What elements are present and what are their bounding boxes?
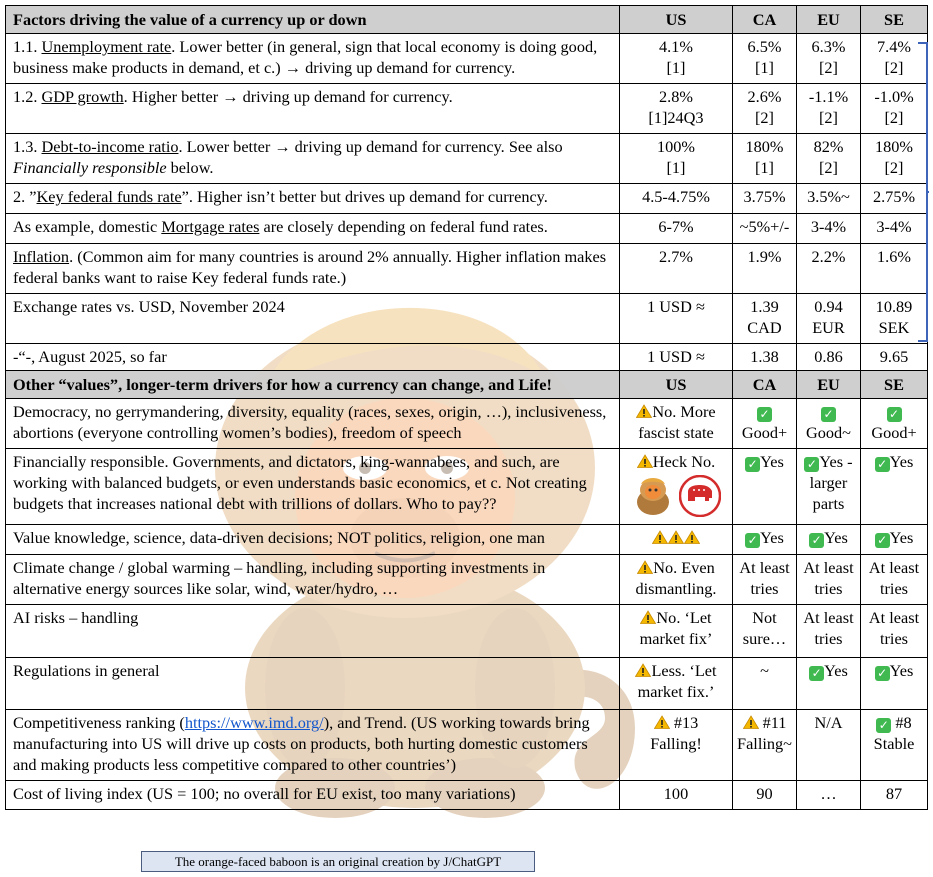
factor-label: 2. ”Key federal funds rate”. Higher isn’t better but drives up demand for currency. [6, 184, 620, 214]
header-ca: CA [733, 371, 797, 399]
warning-icon [654, 715, 670, 729]
cell-us: No. Even dismantling. [620, 555, 733, 605]
warning-icon [684, 530, 700, 544]
factor-label: 1.3. Debt-to-income ratio. Lower better → driving up demand for currency. See also Financially responsible below. [6, 134, 620, 184]
header-eu: EU [797, 371, 861, 399]
row-unemployment [6, 34, 928, 84]
cell-eu: At least tries [797, 555, 861, 605]
row-gdp-growth [6, 84, 928, 134]
value-label: Regulations in general [6, 658, 620, 710]
cell-eu: ✓ Good~ [797, 399, 861, 449]
cell-se: At least tries [861, 605, 928, 658]
check-icon: ✓ [809, 533, 824, 548]
cell-us: 1 USD ≈ [620, 294, 733, 344]
cell-se: 180% [2] [861, 134, 928, 184]
check-icon: ✓ [821, 407, 836, 422]
cell-us: 100% [1] [620, 134, 733, 184]
check-icon: ✓ [876, 718, 891, 733]
row-climate-change [6, 555, 928, 605]
value-label: Climate change / global warming – handling, including supporting investments in alternative energy sources like solar, wind, water/hydro, … [6, 555, 620, 605]
factor-label: 1.1. Unemployment rate. Lower better (in general, sign that local economy is doing good, business make products in demand, et c.) → driving up demand for currency. [6, 34, 620, 84]
cell-se: ✓ #8 Stable [861, 710, 928, 781]
warning-icon [635, 663, 651, 677]
cell-eu: 82% [2] [797, 134, 861, 184]
cell-ca: Not sure… [733, 605, 797, 658]
cell-eu: ✓ Yes [797, 658, 861, 710]
cell-us [620, 525, 733, 555]
cell-ca: 3.75% [733, 184, 797, 214]
cell-us: #13 Falling! [620, 710, 733, 781]
warning-icon [637, 454, 653, 468]
row-value-knowledge [6, 525, 928, 555]
header-se: SE [861, 6, 928, 34]
cell-ca: 1.38 [733, 344, 797, 371]
cell-us: 6-7% [620, 214, 733, 244]
warning-icon [637, 560, 653, 574]
cell-ca: ~5%+/- [733, 214, 797, 244]
factor-label: Exchange rates vs. USD, November 2024 [6, 294, 620, 344]
image-caption: The orange-faced baboon is an original creation by J/ChatGPT [141, 851, 535, 872]
check-icon: ✓ [809, 666, 824, 681]
cell-ca: 2.6% [2] [733, 84, 797, 134]
term-key-federal-funds-rate: Key federal funds rate [36, 187, 182, 206]
warning-icon [668, 530, 684, 544]
warning-icon [743, 715, 759, 729]
cell-eu: ✓ Yes - larger parts [797, 449, 861, 525]
row-ai-risks [6, 605, 928, 658]
cell-ca: 90 [733, 781, 797, 810]
term-inflation: Inflation [13, 247, 70, 266]
cell-us: No. More fascist state [620, 399, 733, 449]
header-values-title: Other “values”, longer-term drivers for how a currency can change, and Life! [6, 371, 620, 399]
check-icon: ✓ [875, 666, 890, 681]
cell-se: 7.4% [2] [861, 34, 928, 84]
cell-se: ✓ Yes [861, 658, 928, 710]
row-competitiveness [6, 710, 928, 781]
currency-factors-table [5, 5, 928, 810]
factor-label: 1.2. GDP growth. Higher better → driving up demand for currency. [6, 84, 620, 134]
cell-se: At least tries [861, 555, 928, 605]
cell-us: 2.8% [1]24Q3 [620, 84, 733, 134]
cell-se: ✓ Good+ [861, 399, 928, 449]
cell-us: Heck No. [620, 449, 733, 525]
row-key-federal-funds-rate [6, 184, 928, 214]
factor-label: -“-, August 2025, so far [6, 344, 620, 371]
cell-ca: 1.39 CAD [733, 294, 797, 344]
header-ca: CA [733, 6, 797, 34]
factor-label: As example, domestic Mortgage rates are closely depending on federal fund rates. [6, 214, 620, 244]
cell-eu: 2.2% [797, 244, 861, 294]
cell-se: 2.75% [861, 184, 928, 214]
header-row-factors [6, 6, 928, 34]
value-label: Democracy, no gerrymandering, diversity, equality (races, sexes, origin, …), inclusiveness, abortions (everyone controlling women’s bodies), freedom of speech [6, 399, 620, 449]
cell-ca: 6.5% [1] [733, 34, 797, 84]
cell-se: ✓ Yes [861, 525, 928, 555]
cell-eu: 0.86 [797, 344, 861, 371]
cell-se: 10.89 SEK [861, 294, 928, 344]
cell-se: ✓ Yes [861, 449, 928, 525]
term-unemployment-rate: Unemployment rate [41, 37, 172, 56]
cell-us: 100 [620, 781, 733, 810]
header-us: US [620, 6, 733, 34]
row-financially-responsible [6, 449, 928, 525]
cell-eu: … [797, 781, 861, 810]
cell-ca: ✓ Yes [733, 525, 797, 555]
value-label: Financially responsible. Governments, and dictators, king-wannabees, and such, are working with balanced budgets, or even understands basic economics, et c. Not creating budgets that increases national debt with trillions of dollars. Who to pay?? [6, 449, 620, 525]
row-inflation [6, 244, 928, 294]
cell-eu: N/A [797, 710, 861, 781]
cell-ca: #11 Falling~ [733, 710, 797, 781]
header-us: US [620, 371, 733, 399]
cell-se: 9.65 [861, 344, 928, 371]
cell-eu: ✓ Yes [797, 525, 861, 555]
cell-se: -1.0% [2] [861, 84, 928, 134]
imd-link[interactable]: https://www.imd.org/ [184, 713, 324, 732]
value-label: Competitiveness ranking (https://www.imd.org/), and Trend. (US working towards bring manufacturing into US will drive up costs on products, both hurting domestic customers and making products less competitive compared to other countries’) [6, 710, 620, 781]
cell-eu: -1.1% [2] [797, 84, 861, 134]
cell-eu: 3-4% [797, 214, 861, 244]
check-icon: ✓ [887, 407, 902, 422]
orange-baboon-icon [631, 476, 675, 521]
cell-eu: 0.94 EUR [797, 294, 861, 344]
factor-label: Inflation. (Common aim for many countries is around 2% annually. Higher inflation makes federal banks want to raise Key federal funds rate.) [6, 244, 620, 294]
term-gdp-growth: GDP growth [41, 87, 124, 106]
row-debt-to-income [6, 134, 928, 184]
cell-ca: 1.9% [733, 244, 797, 294]
cell-eu: At least tries [797, 605, 861, 658]
header-eu: EU [797, 6, 861, 34]
cell-us: 4.1% [1] [620, 34, 733, 84]
row-democracy [6, 399, 928, 449]
cell-ca: ✓ Yes [733, 449, 797, 525]
value-label: AI risks – handling [6, 605, 620, 658]
header-factors-title: Factors driving the value of a currency up or down [6, 6, 620, 34]
row-cost-of-living [6, 781, 928, 810]
row-exchange-aug-2025 [6, 344, 928, 371]
cell-us: 2.7% [620, 244, 733, 294]
cell-us: No. ‘Let market fix’ [620, 605, 733, 658]
check-icon: ✓ [745, 533, 760, 548]
cell-se: 1.6% [861, 244, 928, 294]
row-regulations [6, 658, 928, 710]
value-label: Cost of living index (US = 100; no overall for EU exist, too many variations) [6, 781, 620, 810]
cell-se: 87 [861, 781, 928, 810]
cell-eu: 6.3% [2] [797, 34, 861, 84]
cell-ca: At least tries [733, 555, 797, 605]
cell-us: 1 USD ≈ [620, 344, 733, 371]
cell-se: 3-4% [861, 214, 928, 244]
header-se: SE [861, 371, 928, 399]
check-icon: ✓ [875, 457, 890, 472]
cell-ca: ~ [733, 658, 797, 710]
cell-eu: 3.5%~ [797, 184, 861, 214]
row-exchange-nov-2024 [6, 294, 928, 344]
value-label: Value knowledge, science, data-driven decisions; NOT politics, religion, one man [6, 525, 620, 555]
check-icon: ✓ [745, 457, 760, 472]
cell-us: 4.5-4.75% [620, 184, 733, 214]
cell-ca: 180% [1] [733, 134, 797, 184]
cell-ca: ✓ Good+ [733, 399, 797, 449]
warning-icon [640, 610, 656, 624]
warning-icon [636, 404, 652, 418]
check-icon: ✓ [875, 533, 890, 548]
row-mortgage-rates [6, 214, 928, 244]
term-mortgage-rates: Mortgage rates [161, 217, 260, 236]
warning-icon [652, 530, 668, 544]
term-debt-to-income: Debt-to-income ratio [41, 137, 179, 156]
check-icon: ✓ [757, 407, 772, 422]
cell-us: Less. ‘Let market fix.’ [620, 658, 733, 710]
check-icon: ✓ [804, 457, 819, 472]
header-row-values [6, 371, 928, 399]
bracket-annotation [917, 42, 929, 342]
gop-elephant-icon [679, 475, 721, 522]
